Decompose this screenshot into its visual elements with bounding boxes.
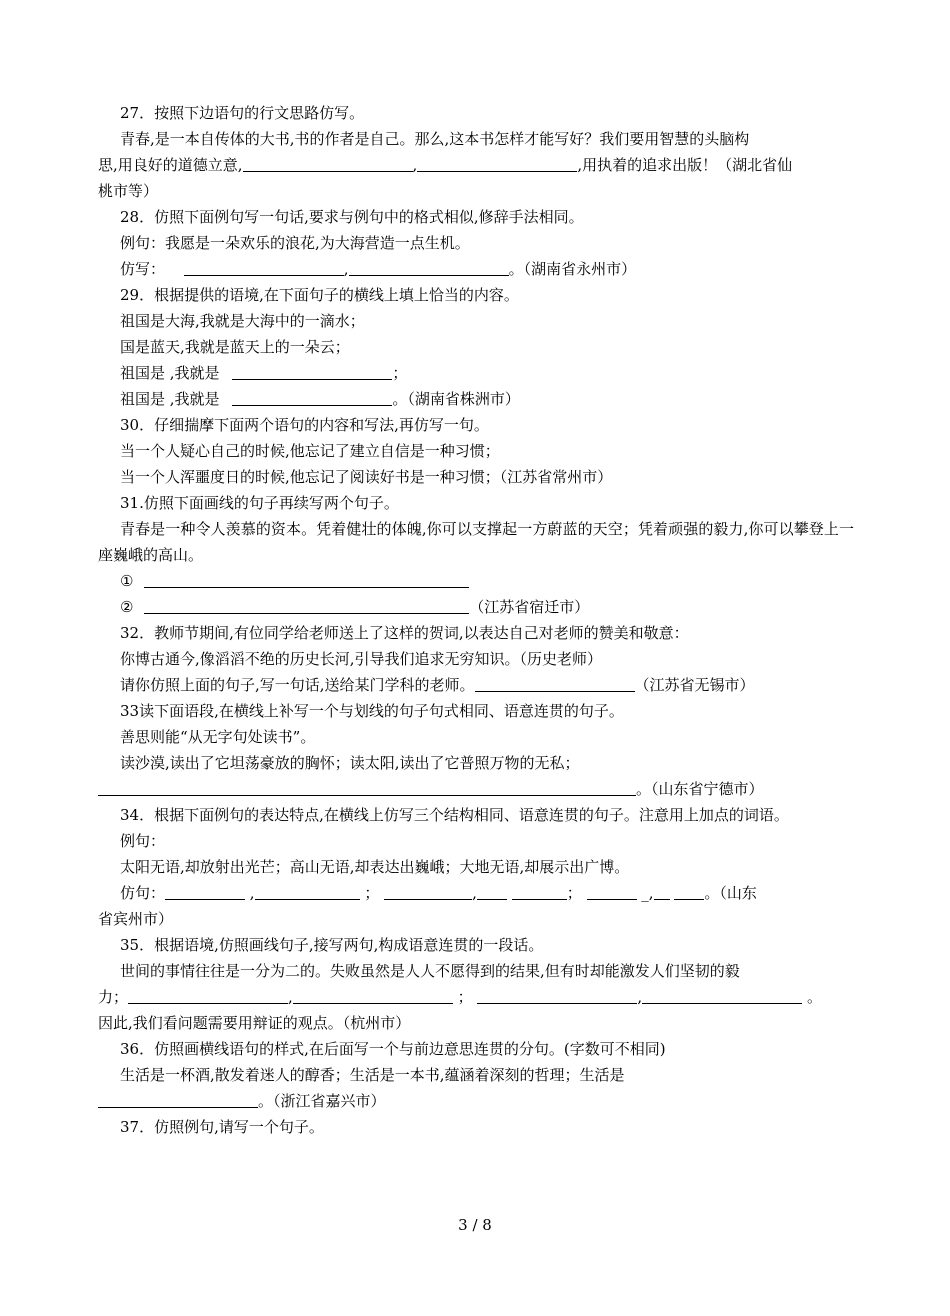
q27-paragraph-line3: 桃市等） — [98, 182, 159, 200]
q30-line1: 当一个人疑心自己的时候,他忘记了建立自信是一种习惯； — [120, 442, 500, 460]
answer-blank[interactable] — [642, 987, 802, 1004]
answer-blank[interactable] — [144, 571, 469, 588]
q35-text: 力； — [98, 988, 129, 1006]
q31-answer2 — [98, 594, 854, 620]
q27-text: ,用执着的追求出版！（湖北省仙 — [577, 156, 793, 174]
q27-text: 思,用良好的道德立意, — [98, 156, 243, 174]
q27-comma: , — [412, 156, 418, 174]
q31-answer1 — [98, 568, 854, 594]
q29-line2: 国是蓝天,我就是蓝天上的一朵云； — [120, 338, 350, 356]
q29-line3 — [98, 360, 854, 386]
q35-paragraph-line1: 世间的事情往往是一分为二的。失败虽然是人人不愿得到的结果,但有时却能激发人们坚韧的毅 — [120, 962, 740, 980]
q30-title: 30．仔细揣摩下面两个语句的内容和写法,再仿写一句。 — [120, 416, 489, 434]
q34-title: 34．根据下面例句的表达特点,在横线上仿写三个结构相同、语意连贯的句子。注意用上加点的词语。 — [120, 806, 789, 824]
answer-blank[interactable] — [477, 987, 637, 1004]
answer-blank[interactable] — [417, 155, 577, 172]
q35-semicolon: ； — [457, 988, 473, 1006]
q32-text: 请你仿照上面的句子,写一句话,送给某门学科的老师。 — [120, 676, 475, 694]
q31-source: （江苏省宿迁市） — [469, 598, 590, 616]
q35-title: 35．根据语境,仿照画线句子,接写两句,构成语意连贯的一段话。 — [120, 936, 544, 954]
q34-source: 。（山东 — [704, 884, 757, 902]
q29-source: 。（湖南省株洲市） — [392, 390, 520, 408]
answer-blank[interactable] — [512, 883, 567, 900]
circled-number-2: ② — [120, 598, 134, 616]
q33-answer — [98, 776, 854, 802]
answer-blank[interactable] — [349, 259, 509, 276]
q34-semicolon: ； — [566, 884, 582, 902]
answer-blank[interactable] — [165, 883, 245, 900]
q34-imitate — [98, 880, 854, 906]
answer-blank[interactable] — [98, 1091, 258, 1108]
q34-example: 太阳无语,却放射出光芒；高山无语,却表达出巍峨；大地无语,却展示出广博。 — [120, 858, 630, 876]
q35-period: 。 — [806, 988, 822, 1006]
q36-source: 。（浙江省嘉兴市） — [258, 1092, 386, 1110]
q34-semicolon: ； — [364, 884, 380, 902]
document-content — [98, 100, 854, 1140]
answer-blank[interactable] — [144, 597, 469, 614]
q32-line2 — [98, 672, 854, 698]
q35-paragraph-line2 — [98, 984, 854, 1010]
answer-blank[interactable] — [475, 675, 635, 692]
q29-line4 — [98, 386, 854, 412]
q34-label: 仿句： — [120, 884, 166, 902]
q29-text: ； — [392, 364, 408, 382]
q36-paragraph: 生活是一杯酒,散发着迷人的醇香；生活是一本书,蕴涵着深刻的哲理；生活是 — [120, 1066, 625, 1084]
q28-source: 。（湖南省永州市） — [508, 260, 637, 278]
q28-example: 例句：我愿是一朵欢乐的浪花,为大海营造一点生机。 — [120, 234, 470, 252]
q35-comma: , — [637, 988, 643, 1006]
q31-paragraph: 青春是一种令人羡慕的资本。凭着健壮的体魄,你可以支撑起一方蔚蓝的天空；凭着顽强的毅力,你可以攀登上一座巍峨的高山。 — [98, 520, 854, 564]
q32-title: 32．教师节期间,有位同学给老师送上了这样的贺词,以表达自己对老师的赞美和敬意： — [120, 624, 689, 642]
q36-title: 36．仿照画横线语句的样式,在后面写一个与前边意思连贯的分句。(字数可不相同) — [120, 1040, 666, 1058]
q30-line2: 当一个人浑噩度日的时候,他忘记了阅读好书是一种习惯；（江苏省常州市） — [120, 468, 613, 486]
q29-title: 29．根据提供的语境,在下面句子的横线上填上恰当的内容。 — [120, 286, 519, 304]
answer-blank[interactable] — [184, 259, 344, 276]
q29-text: 祖国是 ,我就是 — [120, 390, 225, 408]
answer-blank[interactable] — [293, 987, 453, 1004]
answer-blank[interactable] — [587, 883, 637, 900]
q27-paragraph-line1: 青春,是一本自传体的大书,书的作者是自己。那么,这本书怎样才能写好？我们要用智慧的头脑构 — [120, 130, 750, 148]
answer-blank[interactable] — [232, 363, 392, 380]
q32-line1: 你博古通今,像滔滔不绝的历史长河,引导我们追求无穷知识。（历史老师） — [120, 650, 603, 668]
q37-title: 37．仿照例句,请写一个句子。 — [120, 1118, 324, 1136]
q34-comma: , — [472, 884, 477, 902]
q34-comma: _, — [641, 884, 654, 902]
q33-source: 。（山东省宁德市） — [636, 780, 764, 798]
q36-answer — [98, 1088, 854, 1114]
q35-paragraph-line3: 因此,我们看问题需要用辩证的观点。（杭州市） — [98, 1014, 411, 1032]
circled-number-1: ① — [120, 572, 134, 590]
q29-text: 祖国是 ,我就是 — [120, 364, 225, 382]
q32-source: （江苏省无锡市） — [634, 676, 755, 694]
q28-title: 28．仿照下面例句写一句话,要求与例句中的格式相似,修辞手法相同。 — [120, 208, 584, 226]
q29-line1: 祖国是大海,我就是大海中的一滴水； — [120, 312, 365, 330]
answer-blank[interactable] — [477, 883, 507, 900]
q34-source-tail: 省宾州市） — [98, 910, 174, 928]
answer-blank[interactable] — [654, 883, 670, 900]
q34-comma: , — [249, 884, 255, 902]
answer-blank[interactable] — [255, 883, 360, 900]
q33-line1: 善思则能“从无字句处读书”。 — [120, 728, 316, 746]
q28-label: 仿写： — [120, 260, 166, 278]
answer-blank[interactable] — [674, 883, 704, 900]
q28-comma: , — [343, 260, 349, 278]
q28-imitate — [98, 256, 854, 282]
q34-example-label: 例句： — [120, 832, 166, 850]
q35-comma: , — [288, 988, 293, 1006]
q33-line2: 读沙漠,读出了它坦荡豪放的胸怀；读太阳,读出了它普照万物的无私； — [120, 754, 580, 772]
answer-blank[interactable] — [243, 155, 413, 172]
q31-title: 31.仿照下面画线的句子再续写两个句子。 — [120, 494, 399, 512]
q27-title: 27．按照下边语句的行文思路仿写。 — [120, 104, 365, 122]
answer-blank[interactable] — [128, 987, 288, 1004]
q33-title: 33读下面语段,在横线上补写一个与划线的句子句式相同、语意连贯的句子。 — [120, 702, 624, 720]
q27-paragraph-line2 — [98, 152, 854, 178]
page-number: 3 / 8 — [458, 1216, 492, 1234]
answer-blank[interactable] — [384, 883, 472, 900]
answer-blank[interactable] — [98, 779, 636, 796]
answer-blank[interactable] — [232, 389, 392, 406]
